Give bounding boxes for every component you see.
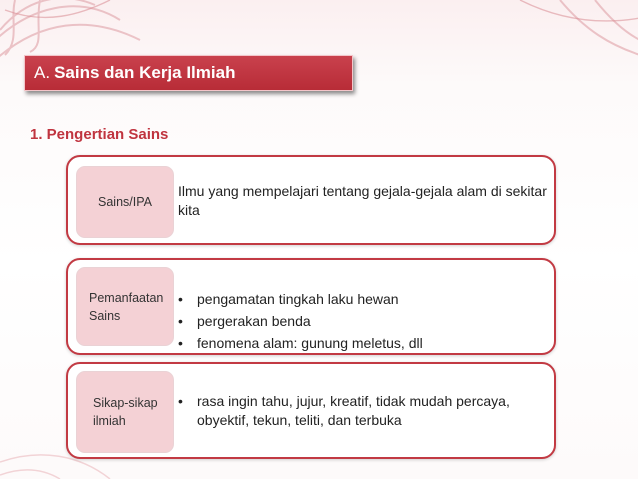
- list-item: • rasa ingin tahu, jujur, kreatif, tidak mudah percaya, obyektif, tekun, teliti, dan terbuka: [178, 392, 548, 430]
- label-sains-ipa: [76, 166, 174, 238]
- title-bar: [24, 55, 353, 91]
- title-prefix: A.: [34, 63, 51, 82]
- label-text: Pemanfaatan Sains: [89, 290, 164, 323]
- attitudes-list: [178, 392, 548, 430]
- section-heading: 1. Pengertian Sains: [30, 126, 169, 143]
- label-sikap-ilmiah: [76, 371, 174, 453]
- uses-list: [178, 288, 548, 354]
- label-text: Sikap-sikap ilmiah: [93, 396, 158, 428]
- label-text: Sains/IPA: [98, 195, 152, 209]
- list-item: • pergerakan benda: [178, 310, 548, 332]
- list-item: • pengamatan tingkah laku hewan: [178, 288, 548, 310]
- label-pemanfaatan-sains: [76, 267, 174, 346]
- title-text: Sains dan Kerja Ilmiah: [54, 63, 236, 82]
- list-item: • fenomena alam: gunung meletus, dll: [178, 332, 548, 354]
- definition-text: Ilmu yang mempelajari tentang gejala-gejala alam di sekitar kita: [178, 183, 547, 218]
